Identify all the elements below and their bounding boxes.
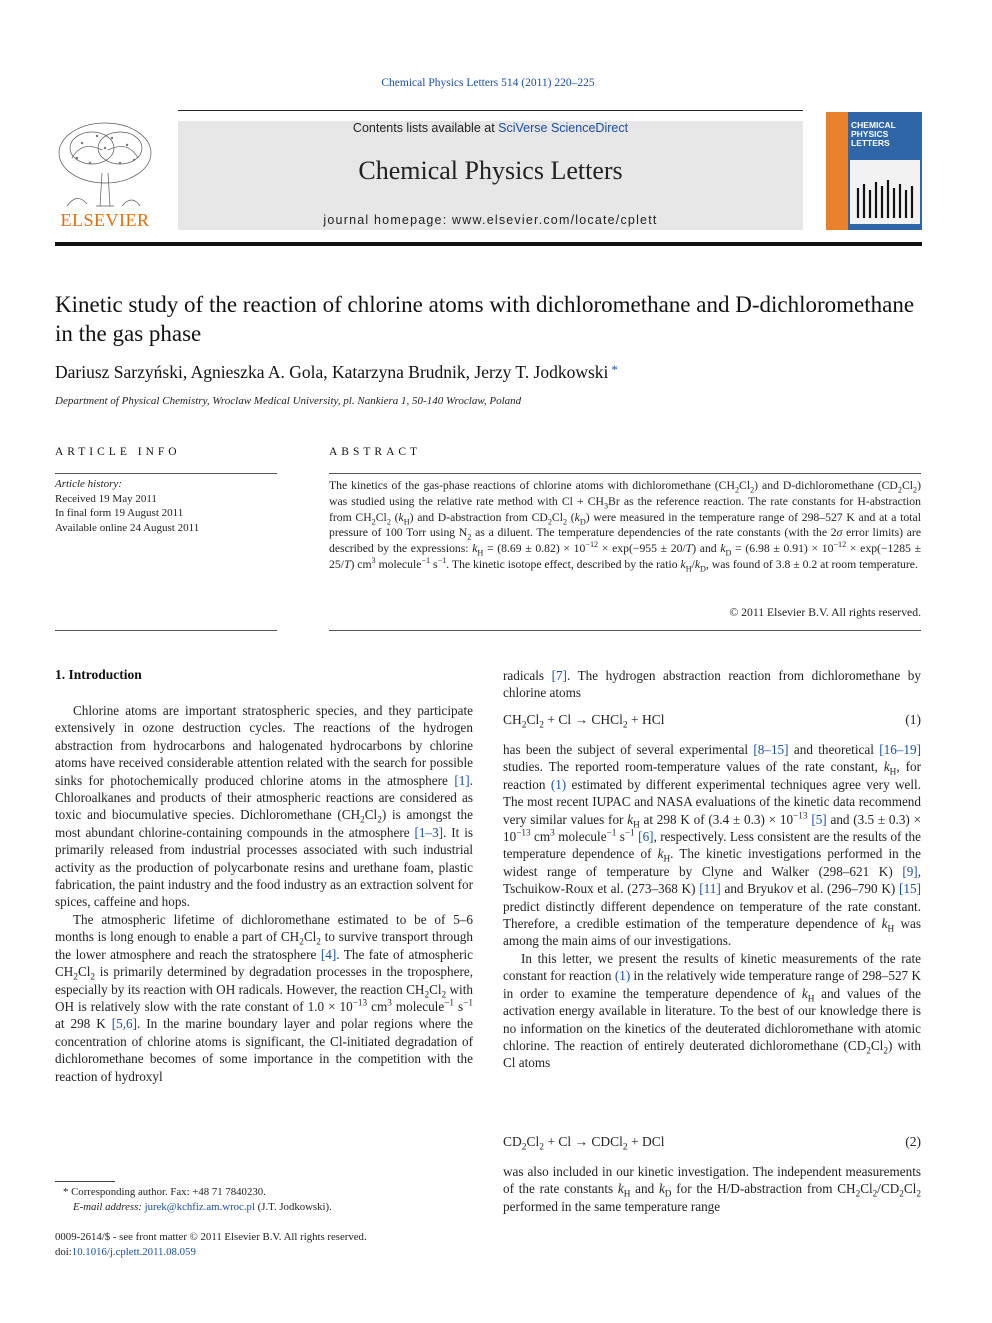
history-label: Article history:	[55, 478, 122, 490]
journal-cover-image	[826, 112, 922, 230]
right-column-text-middle: has been the subject of several experimental [8–15] and theoretical [16–19] studies. The reported room-temperature values of the rate constant, $k_H$, for reaction (1) estimated by different experimental techniques agree very well. The most recent IUPAC and NASA evaluations of the kinetic data recommend very similar values for $k_H$ at 298 K of $(3.4 \pm 0.3) \times 10^{-13}$ [5] and $(3.5 \pm 0.3) \times 10^{-13}$ $cm^3$ molecule$^{-1}$ $s^{-1}$ [6], respectively. Less consistent are the results of the temperature dependence of $k_H$. The kinetic investigations performed in the widest range of temperature by Clyne and Walker (298–621 K) [9], Tschuikow-Roux et al. (273–368 K) [11] and Bryukov et al. (296–790 K) [15] predict distinctly different dependence on temperature of the rate constant. Therefore, a credible estimation of the temperature dependence of $k_H$ was among the main aims of our investigations. In this letter, we present the results of kinetic measurements of the rate constant for reaction (1) in the relatively wide temperature range of 298–527 K in order to examine the temperature dependence of $k_H$ and values of the activation energy available in literature. To the best of our knowledge there is no information on the kinetics of the deuterated dichloromethane with atomic chlorine. The reaction of entirely deuterated dichloromethane $(CD_2Cl_2)$ with Cl atoms	[503, 742, 922, 1071]
left-column-text: Chlorine atoms are important stratospheric species, and they participate extensively in ozone destruction cycles. The reactions of the hydrogen abstraction from hydrocarbons and halogenated hydrocarbons by chlorine atoms have received considerable attention related with the search for possible sinks for photochemically produced chlorine atoms in the atmosphere [1]. Chloroalkanes and products of their atmospheric reactions are considered as toxic and biocumulative species. Dichloromethane $(CH_2Cl_2)$ is amongst the most abundant chlorine-containing compounds in the atmosphere [1–3]. It is primarily released from industrial processes associated with such industrial activity as the production of polycarbonate resins and urethane foam, plastic fabrication, the paint industry and the food industry as an extraction solvent for spices, caffeine and hops. The atmospheric lifetime of dichloromethane estimated to be of 5–6 months is long enough to enable a part of $CH_2Cl_2$ to survive transport through the lower atmosphere and reach the stratosphere [4]. The fate of atmospheric $CH_2Cl_2$ is primarily determined by degradation processes in the troposphere, especially by its reaction with OH radicals. However, the reaction $CH_2Cl_2$ with OH is relatively slow with the rate constant of $1.0 \times 10^{-13}$ $cm^3$ molecule$^{-1}$ $s^{-1}$ at 298 K [5,6]. In the marine boundary layer and polar regions where the concentration of chlorine atoms is significant, the Cl-initiated degradation of dichloromethane becomes of some importance in the competition with the reaction of hydroxyl	[55, 703, 473, 1084]
abstract-bottom-rule	[329, 630, 921, 631]
section-heading-introduction: 1. Introduction	[55, 667, 142, 682]
right-column-text-top: radicals [7]. The hydrogen abstraction reaction from dichloromethane by chlorine atoms	[503, 668, 921, 701]
front-matter-meta: 0009-2614/$ - see front matter © 2011 Elsevier B.V. All rights reserved. doi:10.1016/j.cplett.2011.08.059	[55, 1230, 475, 1259]
article-title: Kinetic study of the reaction of chlorine atoms with dichloromethane and D-dichloromethane in the gas phase	[55, 292, 915, 346]
received-date: Received 19 May 2011	[55, 492, 157, 505]
copyright-notice: © 2011 Elsevier B.V. All rights reserved.	[729, 606, 921, 619]
author-list: Dariusz Sarzyński, Agnieszka A. Gola, Katarzyna Brudnik, Jerzy T. Jodkowski *	[55, 362, 618, 382]
final-form-date: In final form 19 August 2011	[55, 507, 184, 519]
footnote-rule	[55, 1181, 115, 1182]
doi-link[interactable]: 10.1016/j.cplett.2011.08.059	[71, 1245, 196, 1258]
cover-title: CHEMICAL PHYSICS LETTERS	[851, 120, 896, 148]
author-email-link[interactable]: jurek@kchfiz.am.wroc.pl	[144, 1201, 255, 1213]
article-history	[55, 477, 277, 535]
header-thick-rule	[55, 242, 922, 246]
abstract-heading: ABSTRACT	[329, 446, 422, 458]
journal-citation[interactable]: Chemical Physics Letters 514 (2011) 220–225	[381, 77, 595, 89]
right-column-text-bottom: was also included in our kinetic investigation. The independent measurements of the rate constants $k_H$ and $k_D$ for the H/D-abstraction from $CH_2Cl_2/CD_2Cl_2$ performed in the same temperature range	[503, 1164, 921, 1214]
article-info-heading: ARTICLE INFO	[55, 446, 181, 458]
corresponding-author-mark[interactable]: *	[611, 362, 618, 377]
sciencedirect-link[interactable]: SciVerse ScienceDirect	[498, 121, 629, 135]
elsevier-wordmark: ELSEVIER	[60, 210, 150, 230]
online-date: Available online 24 August 2011	[55, 521, 200, 534]
article-info-rule	[55, 473, 277, 474]
header-rule	[178, 110, 803, 111]
journal-homepage[interactable]: journal homepage: www.elsevier.com/locate/cplett	[323, 213, 658, 227]
cover-graphic-icon	[850, 160, 920, 224]
abstract-body: The kinetics of the gas-phase reactions of chlorine atoms with dichloromethane $(CH_2Cl_2)$ and D-dichloromethane $(CD_2Cl_2)$ was studied using the relative rate method with $Cl + CH_3Br$ as the reference reaction. The rate constants for H-abstraction from $CH_2Cl_2$ $(k_H)$ and D-abstraction from $CD_2Cl_2$ $(k_D)$ were measured in the temperature range of 298–527 K and at a total pressure of 100 Torr using $N_2$ as a diluent. The temperature dependencies of the rate constants (with the 2σ error limits) are described by the expressions: $k_H = (8.69 \pm 0.82) \times 10^{-12} \times \exp(-955 \pm 20/T)$ and $k_D = (6.98 \pm 0.91) \times 10^{-12} \times \exp(-1285 \pm 25/T)$ $cm^3$ molecule$^{-1}$ $s^{-1}$. The kinetic isotope effect, described by the ratio $k_H/k_D$, was found of 3.8 ± 0.2 at room temperature.	[329, 479, 922, 574]
article-info-bottom-rule	[55, 630, 277, 631]
contents-line: Contents lists available at SciVerse ScienceDirect	[352, 121, 629, 135]
corresponding-footnote: * Corresponding author. Fax: +48 71 7840230. E-mail address: jurek@kchfiz.am.wroc.pl (J.T. Jodkowski).	[63, 1186, 332, 1213]
journal-title: Chemical Physics Letters	[358, 156, 623, 185]
equation-1: $CH_2Cl_2 + Cl$ → CHCl$_2$ + HCl	[503, 712, 665, 731]
cover-orange-strip	[826, 112, 848, 230]
equation-2: $CD_2Cl_2 + Cl$ → CDCl$_2$ + DCl	[503, 1134, 665, 1153]
issn-line: 0009-2614/$ - see front matter © 2011 Elsevier B.V. All rights reserved.	[55, 1231, 367, 1243]
equation-2-number: (2)	[905, 1134, 921, 1149]
affiliation: Department of Physical Chemistry, Wroclaw Medical University, pl. Nankiera 1, 50-140 Wroclaw, Poland	[55, 395, 522, 407]
equation-1-number: (1)	[905, 712, 921, 727]
abstract-rule	[329, 473, 921, 474]
